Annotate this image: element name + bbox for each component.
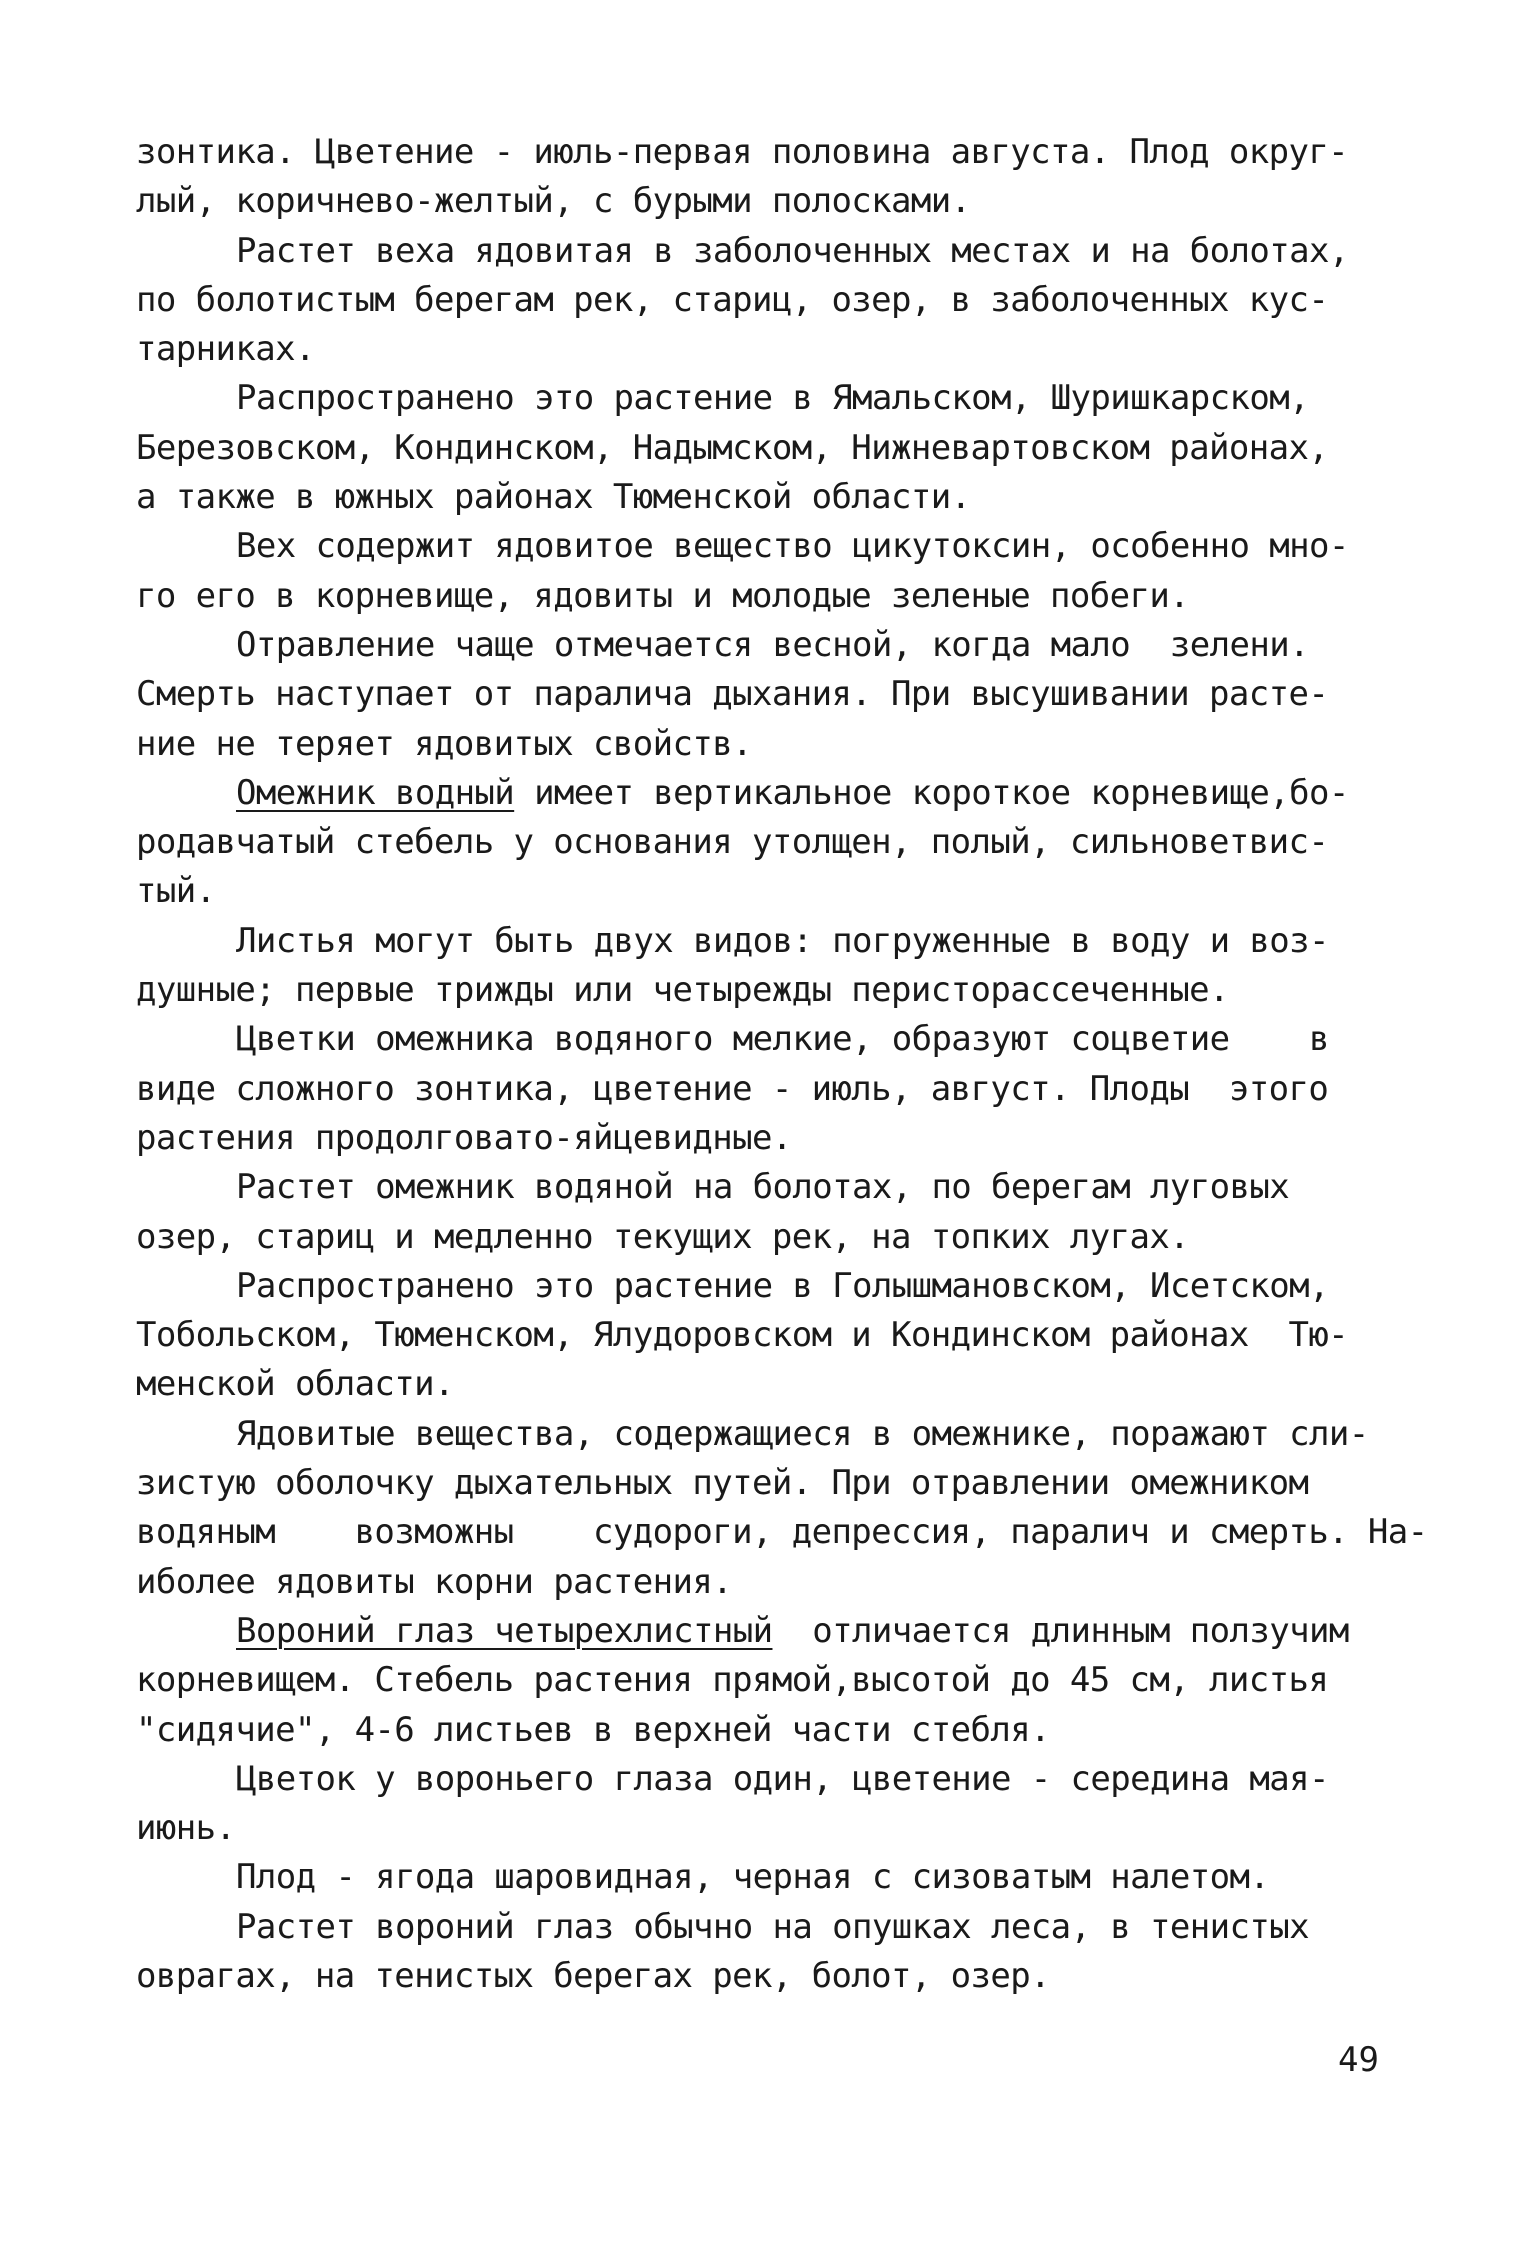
text-line: Распространено это растение в Голышмановском, Исетском,	[236, 1265, 1329, 1306]
text-line: Вех содержит ядовитое вещество цикутоксин, особенно мно-	[236, 526, 1349, 567]
underlined-term: Омежник водный	[236, 772, 515, 813]
page-number: 49	[1338, 2040, 1379, 2080]
text-line: Цветок у вороньего глаза один, цветение - середина мая-	[236, 1758, 1329, 1799]
text-line: зонтика. Цветение - июль-первая половина августа. Плод округ-	[136, 132, 1349, 172]
text-line: Растет веха ядовитая в заболоченных местах и на болотах,	[236, 230, 1349, 271]
text-line: Березовском, Кондинском, Надымском, Нижневартовском районах,	[136, 427, 1329, 468]
text-line: родавчатый стебель у основания утолщен, полый, сильноветвис-	[136, 822, 1329, 863]
text-line: Цветки омежника водяного мелкие, образуют соцветие в	[236, 1019, 1329, 1060]
underlined-term: Вороний глаз четырехлистный	[236, 1610, 773, 1651]
text-line	[136, 1607, 1400, 1656]
text-line	[136, 769, 1400, 818]
text-line: тый.	[136, 871, 216, 912]
text-line: корневищем. Стебель растения прямой,высотой до 45 см, листья	[136, 1660, 1329, 1701]
text-line: Отравление чаще отмечается весной, когда мало зелени.	[236, 624, 1309, 665]
text-line: Растет омежник водяной на болотах, по берегам луговых	[236, 1167, 1290, 1208]
text-line: виде сложного зонтика, цветение - июль, август. Плоды этого	[136, 1068, 1329, 1109]
text-line: озер, стариц и медленно текущих рек, на топких лугах.	[136, 1216, 1190, 1257]
text-line: Распространено это растение в Ямальском, Шуришкарском,	[236, 378, 1309, 419]
text-line: "сидячие", 4-6 листьев в верхней части стебля.	[136, 1709, 1051, 1750]
text-line: Плод - ягода шаровидная, черная с сизоватым налетом.	[236, 1857, 1270, 1898]
text-line: Листья могут быть двух видов: погруженные в воду и воз-	[236, 920, 1329, 961]
text-line: растения продолговато-яйцевидные.	[136, 1117, 792, 1158]
text-line: иболее ядовиты корни растения.	[136, 1561, 733, 1602]
body-text	[136, 128, 1428, 2001]
text-line: июнь.	[136, 1808, 236, 1849]
text-line: менской области.	[136, 1364, 454, 1405]
text-line-rest: имеет вертикальное короткое корневище,бо-	[534, 772, 1349, 813]
text-line: го его в корневище, ядовиты и молодые зеленые побеги.	[136, 575, 1190, 616]
text-line: душные; первые трижды или четырежды перисторассеченные.	[136, 970, 1229, 1011]
text-line: лый, коричнево-желтый, с бурыми полосками.	[136, 181, 971, 222]
text-line: по болотистым берегам рек, стариц, озер, в заболоченных кус-	[136, 279, 1329, 320]
text-line: Ядовитые вещества, содержащиеся в омежнике, поражают сли-	[236, 1413, 1369, 1454]
text-line: тарниках.	[136, 329, 315, 370]
text-line: ние не теряет ядовитых свойств.	[136, 723, 752, 764]
text-line: Растет вороний глаз обычно на опушках леса, в тенистых	[236, 1906, 1309, 1947]
text-line: оврагах, на тенистых берегах рек, болот, озер.	[136, 1955, 1051, 1996]
text-line: зистую оболочку дыхательных путей. При отравлении омежником	[136, 1463, 1309, 1504]
text-line: водяным возможны судороги, депрессия, паралич и смерть. На-	[136, 1512, 1428, 1553]
text-line-rest: отличается длинным ползучим	[812, 1610, 1349, 1651]
text-line: Смерть наступает от паралича дыхания. При высушивании расте-	[136, 674, 1329, 715]
text-line: Тобольском, Тюменском, Ялудоровском и Кондинском районах Тю-	[136, 1315, 1349, 1356]
text-line: а также в южных районах Тюменской области.	[136, 477, 971, 518]
